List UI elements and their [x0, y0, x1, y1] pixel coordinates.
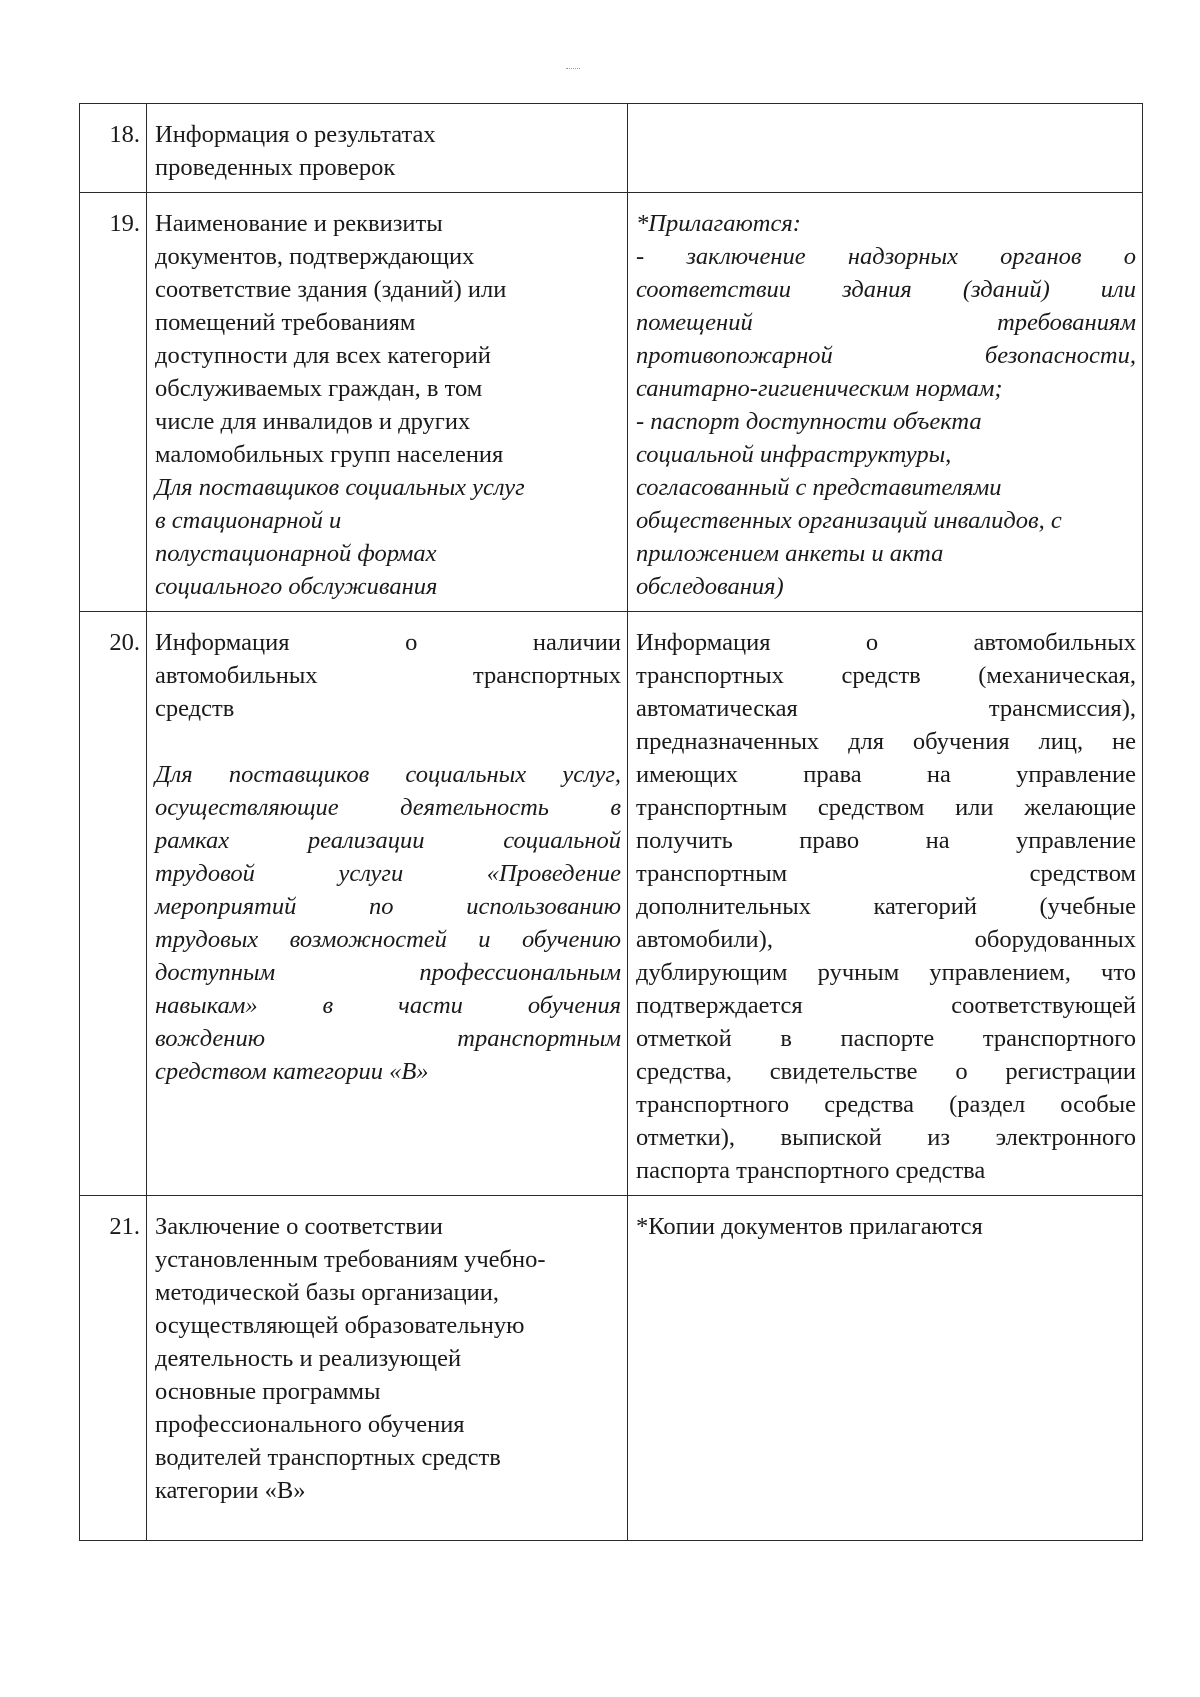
value-line: соответствии здания (зданий) или	[636, 276, 1136, 303]
name-note-line: рамках реализации социальной	[155, 827, 621, 854]
row-number: 18.	[80, 104, 147, 193]
name-note-line: социального обслуживания	[155, 573, 438, 600]
row-name	[147, 104, 628, 193]
name-line: Заключение о соответствии	[155, 1213, 443, 1240]
value-line: автоматическая трансмиссия),	[636, 695, 1136, 722]
row-value	[628, 193, 1143, 612]
row-name	[147, 193, 628, 612]
name-line: доступности для всех категорий	[155, 342, 491, 369]
value-line: согласованный с представителями	[636, 474, 1002, 501]
value-line: *Копии документов прилагаются	[636, 1213, 983, 1240]
value-line: санитарно-гигиеническим нормам;	[636, 375, 1003, 402]
name-line: Наименование и реквизиты	[155, 210, 443, 237]
name-line: деятельность и реализующей	[155, 1345, 462, 1372]
name-line: водителей транспортных средств	[155, 1444, 501, 1471]
row-value	[628, 104, 1143, 193]
row-number: 19.	[80, 193, 147, 612]
value-line: имеющих права на управление	[636, 761, 1136, 788]
name-note-line: навыкам» в части обучения	[155, 992, 621, 1019]
value-line: транспортных средств (механическая,	[636, 662, 1136, 689]
name-note-line: Для поставщиков социальных услуг,	[155, 761, 621, 788]
value-line: транспортным средством или желающие	[636, 794, 1136, 821]
value-line: подтверждается соответствующей	[636, 992, 1136, 1019]
document-table	[79, 103, 1143, 1541]
value-line: Информация о автомобильных	[636, 629, 1136, 656]
value-line: транспортным средством	[636, 860, 1136, 887]
name-line: Информация о наличии	[155, 629, 621, 656]
row-number: 21.	[80, 1196, 147, 1541]
value-line: отметкой в паспорте транспортного	[636, 1025, 1136, 1052]
value-line: социальной инфраструктуры,	[636, 441, 952, 468]
table-row	[80, 104, 1143, 193]
name-note-line: осуществляющие деятельность в	[155, 794, 621, 821]
name-note-line: полустационарной формах	[155, 540, 437, 567]
value-line: помещений требованиям	[636, 309, 1136, 336]
row-number: 20.	[80, 612, 147, 1196]
name-note-line: вождению транспортным	[155, 1025, 621, 1052]
value-line: дополнительных категорий (учебные	[636, 893, 1136, 920]
name-line: соответствие здания (зданий) или	[155, 276, 507, 303]
page-mark	[566, 68, 580, 71]
name-line: обслуживаемых граждан, в том	[155, 375, 483, 402]
name-note-line: Для поставщиков социальных услуг	[155, 474, 525, 501]
value-line: обследования)	[636, 573, 784, 600]
name-note-line: трудовой услуги «Проведение	[155, 860, 621, 887]
name-line: Информация о результатах	[155, 121, 436, 148]
value-line: отметки), выпиской из электронного	[636, 1124, 1136, 1151]
name-line: документов, подтверждающих	[155, 243, 475, 270]
name-note-line: трудовых возможностей и обучению	[155, 926, 621, 953]
table-row	[80, 193, 1143, 612]
name-line: категории «В»	[155, 1477, 306, 1504]
name-line: методической базы организации,	[155, 1279, 499, 1306]
value-line: дублирующим ручным управлением, что	[636, 959, 1136, 986]
name-line: установленным требованиям учебно-	[155, 1246, 546, 1273]
row-value	[628, 612, 1143, 1196]
value-line: *Прилагаются:	[636, 210, 801, 237]
value-line: предназначенных для обучения лиц, не	[636, 728, 1136, 755]
name-note-line: в стационарной и	[155, 507, 342, 534]
row-name	[147, 612, 628, 1196]
value-line: общественных организаций инвалидов, с	[636, 507, 1062, 534]
value-line: противопожарной безопасности,	[636, 342, 1136, 369]
name-line: проведенных проверок	[155, 154, 396, 181]
value-line: транспортного средства (раздел особые	[636, 1091, 1136, 1118]
table-row	[80, 1196, 1143, 1541]
value-line: - паспорт доступности объекта	[636, 408, 982, 435]
value-line: получить право на управление	[636, 827, 1136, 854]
name-note-line: средством категории «В»	[155, 1058, 429, 1085]
value-line: приложением анкеты и акта	[636, 540, 944, 567]
row-value	[628, 1196, 1143, 1541]
value-line: автомобили), оборудованных	[636, 926, 1136, 953]
name-line: автомобильных транспортных	[155, 662, 621, 689]
name-line: помещений требованиям	[155, 309, 416, 336]
row-name	[147, 1196, 628, 1541]
name-line: профессионального обучения	[155, 1411, 465, 1438]
name-line: средств	[155, 695, 235, 722]
value-line: - заключение надзорных органов о	[636, 243, 1136, 270]
spacer	[155, 725, 621, 758]
name-line: осуществляющей образовательную	[155, 1312, 525, 1339]
table-row	[80, 612, 1143, 1196]
name-line: маломобильных групп населения	[155, 441, 504, 468]
name-note-line: мероприятий по использованию	[155, 893, 621, 920]
name-line: числе для инвалидов и других	[155, 408, 471, 435]
name-line: основные программы	[155, 1378, 381, 1405]
value-line: средства, свидетельстве о регистрации	[636, 1058, 1136, 1085]
name-note-line: доступным профессиональным	[155, 959, 621, 986]
value-line: паспорта транспортного средства	[636, 1157, 986, 1184]
